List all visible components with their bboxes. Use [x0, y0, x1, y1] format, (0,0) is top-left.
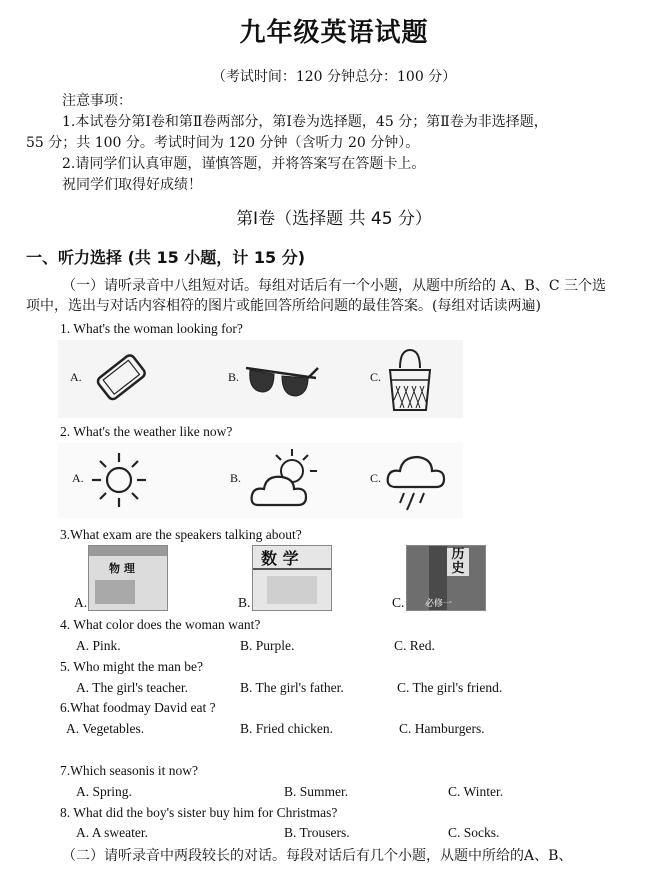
physics-cover-title: 物 理 — [109, 562, 135, 575]
q4-option-c: C. Red. — [394, 638, 435, 653]
sunglasses-icon — [240, 354, 320, 406]
question-3: 3.What exam are the speakers talking about? — [60, 527, 302, 542]
notes-line3: 祝同学们取得好成绩！ — [62, 177, 202, 193]
q1-option-c-label: C. — [370, 370, 382, 384]
q4-option-b: B. Purple. — [240, 638, 295, 653]
q1-option-b-label: B. — [228, 370, 240, 384]
question-2: 2. What's the weather like now? — [60, 424, 233, 439]
q2-option-a-label: A. — [72, 471, 84, 485]
exam-subtitle: （考试时间：120 分钟总分：100 分） — [211, 69, 457, 85]
q6-option-c: C. Hamburgers. — [399, 721, 485, 736]
q8-option-b: B. Trousers. — [284, 825, 350, 840]
part2-intro: （二）请听录音中两段较长的对话。每段对话后有几个小题，从题中所给的A、B、 — [62, 848, 573, 864]
question-1: 1. What's the woman looking for? — [60, 321, 243, 336]
sun-icon — [88, 449, 150, 511]
phone-icon — [88, 350, 158, 412]
history-cover-title: 历 史 — [447, 548, 469, 576]
notes-line2: 2.请同学们认真审题，谨慎答题，并将答案写在答题卡上。 — [62, 156, 426, 172]
question-4: 4. What color does the woman want? — [60, 617, 261, 632]
q3-option-a-label: A. — [74, 595, 88, 610]
physics-book-cover — [88, 545, 168, 611]
question-5: 5. Who might the man be? — [60, 659, 203, 674]
q6-option-b: B. Fried chicken. — [240, 721, 333, 736]
section-title: 第Ⅰ卷（选择题 共 45 分） — [236, 209, 432, 229]
q4-option-a: A. Pink. — [76, 638, 121, 653]
math-book-cover — [252, 545, 332, 611]
q8-option-a: A. A sweater. — [76, 825, 148, 840]
question-7: 7.Which seasonis it now? — [60, 763, 198, 778]
handbag-icon — [384, 346, 436, 414]
notes-line1a: 1.本试卷分第Ⅰ卷和第Ⅱ卷两部分，第Ⅰ卷为选择题，45 分；第Ⅱ卷为非选择题， — [62, 114, 548, 130]
question-6: 6.What foodmay David eat ? — [60, 700, 216, 715]
notes-line1b: 55 分；共 100 分。考试时间为 120 分钟（含听力 20 分钟）。 — [26, 135, 420, 151]
q1-option-a-label: A. — [70, 370, 82, 384]
history-book-cover — [406, 545, 486, 611]
q5-option-c: C. The girl's friend. — [397, 680, 503, 695]
q2-image-strip — [58, 443, 463, 518]
q3-option-c-label: C. — [392, 595, 405, 610]
part1-heading: 一、听力选择 (共 15 小题，计 15 分) — [26, 248, 306, 267]
notes-heading: 注意事项： — [62, 93, 132, 109]
part1-intro-a: （一）请听录音中八组短对话。每组对话后有一个小题，从题中所给的 A、B、C 三个选 — [62, 278, 607, 294]
q2-option-c-label: C. — [370, 471, 382, 485]
history-cover-subtitle: 必修一 — [425, 599, 453, 609]
q7-option-a: A. Spring. — [76, 784, 132, 799]
q3-option-b-label: B. — [238, 595, 251, 610]
q2-option-b-label: B. — [230, 471, 242, 485]
partly-cloudy-icon — [246, 445, 326, 515]
question-8: 8. What did the boy's sister buy him for Christmas? — [60, 805, 338, 820]
exam-title: 九年级英语试题 — [239, 18, 429, 48]
q1-image-strip — [58, 340, 463, 418]
math-cover-title: 数 学 — [261, 549, 299, 568]
q7-option-b: B. Summer. — [284, 784, 349, 799]
q5-option-a: A. The girl's teacher. — [76, 680, 189, 695]
q5-option-b: B. The girl's father. — [240, 680, 344, 695]
rain-cloud-icon — [384, 447, 448, 513]
q7-option-c: C. Winter. — [448, 784, 504, 799]
q8-option-c: C. Socks. — [448, 825, 500, 840]
part1-intro-b: 项中，选出与对话内容相符的图片或能回答所给问题的最佳答案。(每组对话读两遍) — [26, 298, 541, 314]
q6-option-a: A. Vegetables. — [66, 721, 145, 736]
